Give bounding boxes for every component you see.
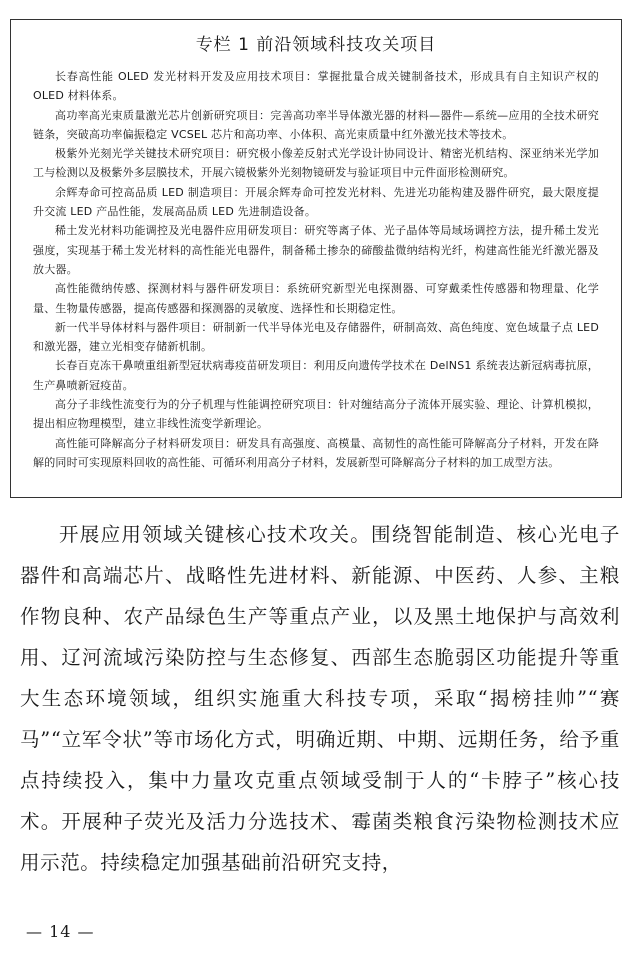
project-item: 极紫外光刻光学关键技术研究项目：研究极小像差反射式光学设计协同设计、精密光机结构、深亚纳米光学加工与检测以及极紫外多层膜技术，开展六镜极紫外光刻物镜研发与验证项目中元件面形检测研究。: [33, 147, 599, 180]
body-text: [20, 514, 620, 883]
project-list: [33, 67, 599, 472]
project-item: 长春高性能 OLED 发光材料开发及应用技术项目：掌握批量合成关键制备技术，形成具有自主知识产权的 OLED 材料体系。: [33, 70, 599, 103]
project-item: 高分子非线性流变行为的分子机理与性能调控研究项目：针对缠结高分子流体开展实验、理论、计算机模拟，提出相应物理模型，建立非线性流变学新理论。: [33, 398, 599, 431]
project-item: 长春百克冻干鼻喷重组新型冠状病毒疫苗研发项目：利用反向遗传学技术在 DelNS1 系统表达新冠病毒抗原，生产鼻喷新冠疫苗。: [33, 359, 599, 392]
special-column-box: [10, 19, 622, 498]
project-item: 高功率高光束质量激光芯片创新研究项目：完善高功率半导体激光器的材料—器件—系统—应用的全技术研究链条，突破高功率偏振稳定 VCSEL 芯片和高功率、小体积、高光束质量中红外激光技术等技术。: [33, 108, 599, 141]
project-item: 高性能可降解高分子材料研发项目：研发具有高强度、高模量、高韧性的高性能可降解高分子材料，开发在降解的同时可实现原料回收的高性能、可循环利用高分子材料，发展新型可降解高分子材料的加工成型方法。: [33, 436, 599, 469]
project-item: 新一代半导体材料与器件项目：研制新一代半导体光电及存储器件，研制高效、高色纯度、宽色域量子点 LED 和激光器，建立光相变存储新机制。: [33, 320, 599, 354]
project-item: 稀土发光材料功能调控及光电器件应用研发项目：研究等离子体、光子晶体等局域场调控方法，提升稀土发光强度，实现基于稀土发光材料的高性能光电器件，制备稀土掺杂的碲酸盐微纳结构光纤，构建高性能光纤激光器及放大器。: [33, 224, 599, 276]
body-paragraph: 开展应用领域关键核心技术攻关。围绕智能制造、核心光电子器件和高端芯片、战略性先进材料、新能源、中医药、人参、主粮作物良种、农产品绿色生产等重点产业，以及黑土地保护与高效利用、辽河流域污染防控与生态修复、西部生态脆弱区功能提升等重大生态环境领域，组织实施重大科技专项，采取“揭榜挂帅”“赛马”“立军令状”等市场化方式，明确近期、中期、远期任务，给予重点持续投入，集中力量攻克重点领域受制于人的“卡脖子”核心技术。开展种子荧光及活力分选技术、霉菌类粮食污染物检测技术应用示范。持续稳定加强基础前沿研究支持，: [20, 523, 620, 874]
project-item: 余辉寿命可控高品质 LED 制造项目：开展余辉寿命可控发光材料、先进光功能构建及器件研究，最大限度提升交流 LED 产品性能，发展高品质 LED 先进制造设备。: [33, 185, 599, 219]
box-title: 专栏 1 前沿领域科技攻关项目: [195, 35, 437, 55]
page-number: — 14 —: [26, 922, 95, 941]
project-item: 高性能微纳传感、探测材料与器件研发项目：系统研究新型光电探测器、可穿戴柔性传感器和物理量、化学量、生物量传感器，提高传感器和探测器的灵敏度、选择性和长期稳定性。: [33, 282, 599, 315]
